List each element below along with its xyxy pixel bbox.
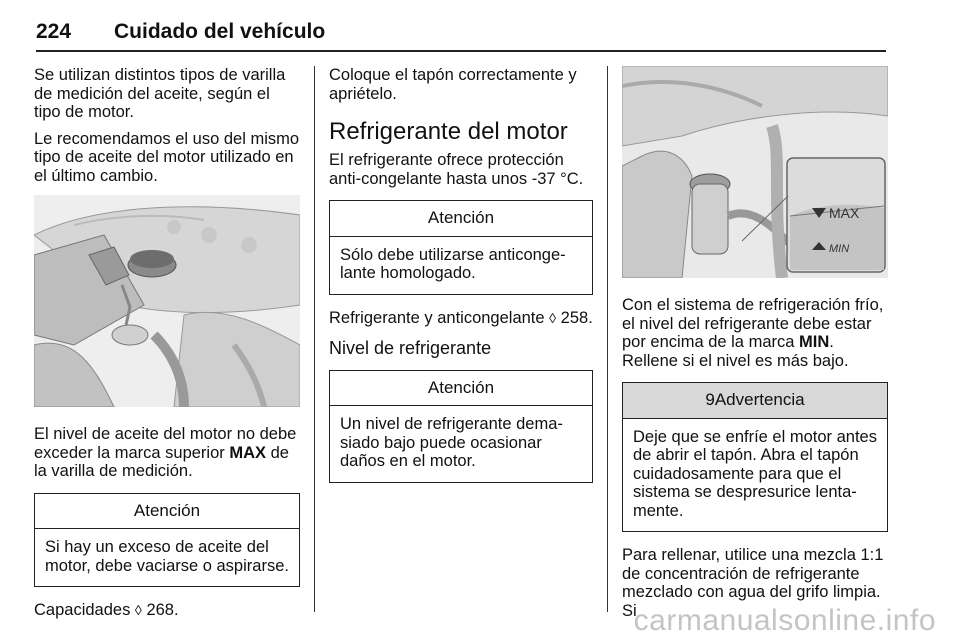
- column-divider-2: [607, 66, 608, 612]
- coolant-reservoir-illustration: [622, 66, 888, 278]
- warning-title: 9Advertencia: [623, 383, 887, 419]
- column-divider-1: [314, 66, 315, 612]
- notice-text: Si hay un exceso de aceite del motor, debe vaciarse o aspirarse.: [45, 538, 289, 575]
- min-mark-label: MIN: [799, 333, 830, 351]
- column-1: [34, 66, 300, 628]
- page-ref-arrow-icon: ◊: [549, 309, 557, 326]
- warning-triangle-icon: 9: [705, 390, 715, 409]
- page-title: Cuidado del vehículo: [114, 20, 326, 43]
- notice-title: Atención: [330, 201, 592, 237]
- notice-box-oil-excess: [34, 493, 300, 588]
- notice-box-low-coolant: [329, 370, 593, 483]
- page-number: 224: [36, 20, 72, 43]
- column-2: [329, 66, 593, 497]
- notice-text: Sólo debe utilizarse anticonge-lante homologado.: [340, 245, 566, 282]
- oil-filling-illustration: [34, 195, 300, 407]
- reservoir-max-label: MAX: [829, 205, 860, 221]
- paragraph-oil-recommendation: Le recomendamos el uso del mismo tipo de aceite del motor utilizado en el último cambio.: [34, 129, 300, 185]
- paragraph-dipstick-types: Se utilizan distintos tipos de varilla de medición del aceite, según el tipo de motor.: [34, 66, 286, 121]
- paragraph-coolant-protection: El refrigerante ofrece protección anti-congelante hasta unos -37 °C.: [329, 151, 584, 188]
- column-3: [622, 66, 888, 628]
- antifreeze-reference: Refrigerante y anticongelante ◊ 258.: [329, 308, 593, 327]
- paragraph-cap-tighten: Coloque el tapón correctamente y apriételo.: [329, 66, 577, 103]
- capacities-reference: Capacidades ◊ 268.: [34, 601, 179, 619]
- notice-text: Un nivel de refrigerante dema-siado bajo puede ocasionar daños en el motor.: [340, 415, 563, 470]
- oil-filling-drawing: [34, 195, 300, 407]
- reservoir-min-label: MIN: [829, 243, 850, 255]
- max-mark-label: MAX: [229, 443, 267, 462]
- warning-text: Deje que se enfríe el motor antes de abrir el tapón. Abra el tapón cuidadosamente para que el sistema se despresurice lenta-mente.: [633, 427, 877, 520]
- paragraph-refill-mix: Para rellenar, utilice una mezcla 1:1 de concentración de refrigerante mezclado con agua del grifo limpia. Si: [622, 546, 884, 620]
- subsection-title-coolant-level: Nivel de refrigerante: [329, 338, 492, 358]
- page-ref-arrow-icon: ◊: [134, 602, 142, 618]
- coolant-reservoir-drawing: [622, 66, 888, 278]
- notice-box-antifreeze: [329, 200, 593, 295]
- notice-title: Atención: [330, 371, 592, 407]
- notice-title: Atención: [35, 494, 299, 530]
- page-header: [36, 12, 886, 52]
- watermark: carmanualsonline.info: [633, 604, 936, 637]
- paragraph-min-mark: Con el sistema de refrigeración frío, el nivel del refrigerante debe estar por encima de la marca MIN. Rellene si el nivel es más bajo.: [622, 296, 884, 370]
- warning-box-hot-engine: [622, 382, 888, 532]
- paragraph-max-mark: El nivel de aceite del motor no debe exceder la marca superior MAX de la varilla de medición.: [34, 425, 297, 480]
- section-title-coolant: Refrigerante del motor: [329, 118, 568, 145]
- header-rule: [36, 50, 886, 52]
